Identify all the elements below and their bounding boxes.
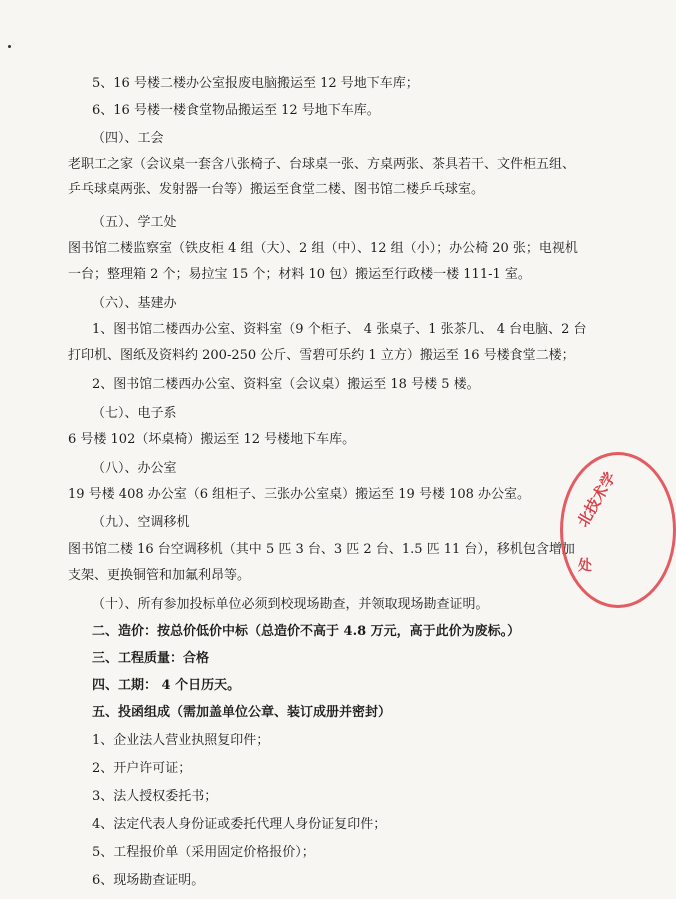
text-line: 支架、更换铜管和加氟利昂等。 (68, 568, 251, 583)
section-heading: 二、造价：按总价低价中标（总造价不高于 4.8 万元，高于此价为废标。） (92, 624, 521, 639)
text-line: 6、16 号楼一楼食堂物品搬运至 12 号地下车库。 (92, 103, 380, 118)
official-seal-stamp (560, 452, 676, 608)
list-item: 6、现场勘查证明。 (92, 873, 205, 888)
seal-text-bottom: 处 (578, 558, 592, 574)
scan-speck (8, 45, 11, 48)
section-heading: （七）、电子系 (92, 406, 177, 421)
section-heading: （四）、工会 (92, 131, 164, 146)
text-line: 1、图书馆二楼西办公室、资料室（9 个柜子、 4 张桌子、1 张茶几、 4 台电脑、2 台 (92, 322, 587, 337)
text-line: 6 号楼 102（坏桌椅）搬运至 12 号楼地下车库。 (68, 432, 356, 447)
text-line: 19 号楼 408 办公室（6 组柜子、三张办公室桌）搬运至 19 号楼 108 办公室。 (68, 487, 531, 502)
text-line: 图书馆二楼 16 台空调移机（其中 5 匹 3 台、3 匹 2 台、1.5 匹 11 台），移机包含增加 (68, 542, 575, 557)
text-line: 5、16 号楼二楼办公室报废电脑搬运至 12 号地下车库； (92, 76, 419, 91)
text-line: 打印机、图纸及资料约 200-250 公斤、雪碧可乐约 1 立方）搬运至 16 号楼食堂二楼； (68, 348, 575, 363)
section-heading: 三、工程质量：合格 (92, 651, 210, 666)
list-item: 5、工程报价单（采用固定价格报价）； (92, 845, 315, 860)
text-line: 乒乓球桌两张、发射器一台等）搬运至食堂二楼、图书馆二楼乒乓球室。 (68, 182, 485, 197)
text-line: （十）、所有参加投标单位必须到校现场勘查，并领取现场勘查证明。 (92, 597, 489, 612)
section-heading: （八）、办公室 (92, 461, 177, 476)
text-line: 图书馆二楼监察室（铁皮柜 4 组（大）、2 组（中）、12 组（小）；办公椅 20 张；电视机 (68, 241, 578, 256)
section-heading: 五、投函组成（需加盖单位公章、装订成册并密封） (92, 705, 392, 720)
list-item: 2、开户许可证； (92, 761, 192, 776)
list-item: 4、法定代表人身份证或委托代理人身份证复印件； (92, 817, 387, 832)
section-heading: （六）、基建办 (92, 296, 177, 311)
section-heading: （九）、空调移机 (92, 515, 190, 530)
text-line: 2、图书馆二楼西办公室、资料室（会议桌）搬运至 18 号楼 5 楼。 (92, 377, 480, 392)
text-line: 一台；整理箱 2 个；易拉宝 15 个；材料 10 包）搬运至行政楼一楼 111-1 室。 (68, 267, 531, 282)
text-line: 老职工之家（会议桌一套含八张椅子、台球桌一张、方桌两张、茶具若干、文件柜五组、 (68, 157, 576, 172)
section-heading: 四、工期： 4 个日历天。 (92, 678, 241, 693)
section-heading: （五）、学工处 (92, 215, 177, 230)
list-item: 1、企业法人营业执照复印件； (92, 733, 270, 748)
list-item: 3、法人授权委托书； (92, 789, 218, 804)
seal-text: 北技术学 (573, 469, 620, 530)
